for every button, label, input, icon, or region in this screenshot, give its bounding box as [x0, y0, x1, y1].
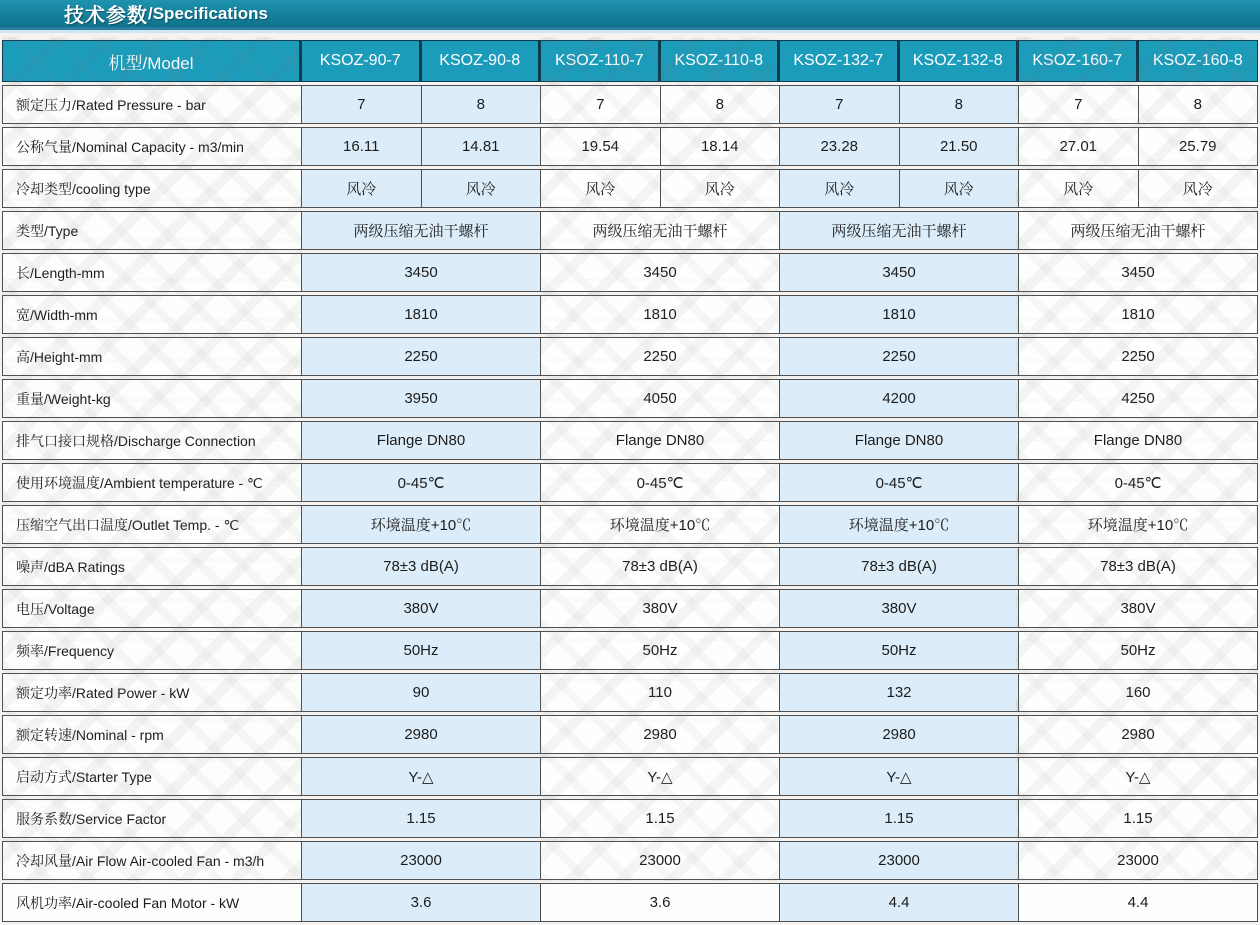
row-label: 电压/Voltage — [2, 589, 302, 628]
spec-value-cell: 8 — [1139, 85, 1259, 124]
spec-value-cell: 23.28 — [780, 127, 900, 166]
table-row — [2, 379, 1258, 418]
spec-value-cell: 380V — [1019, 589, 1258, 628]
table-row — [2, 421, 1258, 460]
spec-value-cell: 风冷 — [661, 169, 781, 208]
specs-table-body — [2, 85, 1258, 922]
spec-value-cell: 380V — [541, 589, 780, 628]
spec-value-cell: 78±3 dB(A) — [302, 547, 541, 586]
spec-value-cell: 0-45℃ — [541, 463, 780, 502]
spec-value-cell: 风冷 — [422, 169, 542, 208]
row-label: 排气口接口规格/Discharge Connection — [2, 421, 302, 460]
spec-value-cell: 2250 — [541, 337, 780, 376]
spec-value-cell: 90 — [302, 673, 541, 712]
row-label: 额定转速/Nominal - rpm — [2, 715, 302, 754]
page-title-bar — [0, 0, 1260, 30]
spec-value-cell: 132 — [780, 673, 1019, 712]
table-row — [2, 211, 1258, 250]
table-row — [2, 841, 1258, 880]
table-row — [2, 169, 1258, 208]
table-row — [2, 757, 1258, 796]
spec-value-cell: 1810 — [302, 295, 541, 334]
model-column-header: KSOZ-90-8 — [422, 40, 542, 82]
model-column-header: KSOZ-132-7 — [780, 40, 900, 82]
spec-value-cell: 78±3 dB(A) — [780, 547, 1019, 586]
spec-value-cell: 78±3 dB(A) — [1019, 547, 1258, 586]
spec-value-cell: 23000 — [302, 841, 541, 880]
spec-value-cell: 两级压缩无油干螺杆 — [1019, 211, 1258, 250]
model-column-header: KSOZ-132-8 — [900, 40, 1020, 82]
spec-value-cell: 4200 — [780, 379, 1019, 418]
spec-value-cell: 2980 — [780, 715, 1019, 754]
spec-value-cell: 3950 — [302, 379, 541, 418]
spec-value-cell: 14.81 — [422, 127, 542, 166]
spec-value-cell: 50Hz — [780, 631, 1019, 670]
table-row — [2, 631, 1258, 670]
row-label: 使用环境温度/Ambient temperature - ℃ — [2, 463, 302, 502]
model-header-row — [2, 40, 1258, 82]
spec-value-cell: 23000 — [1019, 841, 1258, 880]
spec-value-cell: 环境温度+10℃ — [541, 505, 780, 544]
spec-value-cell: 2980 — [302, 715, 541, 754]
spec-value-cell: 风冷 — [1139, 169, 1259, 208]
model-column-header: KSOZ-160-7 — [1019, 40, 1139, 82]
row-label: 启动方式/Starter Type — [2, 757, 302, 796]
row-label: 服务系数/Service Factor — [2, 799, 302, 838]
spec-value-cell: 4.4 — [1019, 883, 1258, 922]
spec-value-cell: 2980 — [1019, 715, 1258, 754]
table-row — [2, 883, 1258, 922]
spec-value-cell: 1810 — [780, 295, 1019, 334]
spec-value-cell: 8 — [422, 85, 542, 124]
spec-value-cell: 50Hz — [541, 631, 780, 670]
spec-value-cell: 1810 — [541, 295, 780, 334]
spec-value-cell: 78±3 dB(A) — [541, 547, 780, 586]
spec-value-cell: 1.15 — [541, 799, 780, 838]
spec-value-cell: 25.79 — [1139, 127, 1259, 166]
table-row — [2, 799, 1258, 838]
spec-value-cell: 风冷 — [1019, 169, 1139, 208]
table-row — [2, 673, 1258, 712]
spec-value-cell: Flange DN80 — [1019, 421, 1258, 460]
spec-value-cell: 两级压缩无油干螺杆 — [780, 211, 1019, 250]
spec-value-cell: 0-45℃ — [1019, 463, 1258, 502]
spec-value-cell: 7 — [780, 85, 900, 124]
row-label: 噪声/dBA Ratings — [2, 547, 302, 586]
table-row — [2, 463, 1258, 502]
spec-value-cell: 2980 — [541, 715, 780, 754]
table-row — [2, 127, 1258, 166]
spec-value-cell: 1.15 — [1019, 799, 1258, 838]
spec-value-cell: 160 — [1019, 673, 1258, 712]
spec-value-cell: 3450 — [1019, 253, 1258, 292]
spec-value-cell: 50Hz — [1019, 631, 1258, 670]
spec-value-cell: 16.11 — [302, 127, 422, 166]
spec-value-cell: 3.6 — [541, 883, 780, 922]
spec-value-cell: Flange DN80 — [302, 421, 541, 460]
spec-value-cell: 4050 — [541, 379, 780, 418]
spec-value-cell: Y-△ — [302, 757, 541, 796]
model-column-header: KSOZ-90-7 — [302, 40, 422, 82]
spec-value-cell: 4.4 — [780, 883, 1019, 922]
spec-value-cell: 3.6 — [302, 883, 541, 922]
spec-value-cell: 2250 — [780, 337, 1019, 376]
model-column-header: KSOZ-160-8 — [1139, 40, 1259, 82]
spec-value-cell: 110 — [541, 673, 780, 712]
spec-value-cell: 2250 — [1019, 337, 1258, 376]
row-label: 重量/Weight-kg — [2, 379, 302, 418]
spec-value-cell: 环境温度+10℃ — [302, 505, 541, 544]
spec-value-cell: 风冷 — [302, 169, 422, 208]
table-row — [2, 589, 1258, 628]
spec-value-cell: 8 — [661, 85, 781, 124]
spec-value-cell: 21.50 — [900, 127, 1020, 166]
table-row — [2, 715, 1258, 754]
spec-value-cell: 4250 — [1019, 379, 1258, 418]
spec-value-cell: 风冷 — [900, 169, 1020, 208]
spec-value-cell: 环境温度+10℃ — [1019, 505, 1258, 544]
row-label: 频率/Frequency — [2, 631, 302, 670]
spec-value-cell: 1.15 — [780, 799, 1019, 838]
spec-value-cell: 3450 — [541, 253, 780, 292]
spec-value-cell: 380V — [302, 589, 541, 628]
spec-value-cell: 50Hz — [302, 631, 541, 670]
spec-value-cell: Y-△ — [1019, 757, 1258, 796]
row-label: 冷却风量/Air Flow Air-cooled Fan - m3/h — [2, 841, 302, 880]
spec-value-cell: Y-△ — [541, 757, 780, 796]
spec-value-cell: 27.01 — [1019, 127, 1139, 166]
spec-value-cell: 1810 — [1019, 295, 1258, 334]
row-label: 类型/Type — [2, 211, 302, 250]
spec-value-cell: 两级压缩无油干螺杆 — [541, 211, 780, 250]
row-label: 额定压力/Rated Pressure - bar — [2, 85, 302, 124]
spec-value-cell: 380V — [780, 589, 1019, 628]
row-label: 公称气量/Nominal Capacity - m3/min — [2, 127, 302, 166]
spec-value-cell: 19.54 — [541, 127, 661, 166]
table-row — [2, 85, 1258, 124]
row-label: 冷却类型/cooling type — [2, 169, 302, 208]
model-header-cell: 机型/Model — [2, 40, 302, 82]
spec-value-cell: 3450 — [780, 253, 1019, 292]
spec-value-cell: 18.14 — [661, 127, 781, 166]
spec-value-cell: Y-△ — [780, 757, 1019, 796]
spec-value-cell: 环境温度+10℃ — [780, 505, 1019, 544]
table-row — [2, 337, 1258, 376]
model-column-header: KSOZ-110-7 — [541, 40, 661, 82]
spec-value-cell: 两级压缩无油干螺杆 — [302, 211, 541, 250]
table-row — [2, 505, 1258, 544]
table-row — [2, 253, 1258, 292]
table-row — [2, 547, 1258, 586]
spec-value-cell: 风冷 — [541, 169, 661, 208]
spec-value-cell: 0-45℃ — [780, 463, 1019, 502]
row-label: 宽/Width-mm — [2, 295, 302, 334]
row-label: 长/Length-mm — [2, 253, 302, 292]
spec-value-cell: 7 — [1019, 85, 1139, 124]
spec-value-cell: 23000 — [541, 841, 780, 880]
table-row — [2, 295, 1258, 334]
spec-value-cell: 0-45℃ — [302, 463, 541, 502]
row-label: 压缩空气出口温度/Outlet Temp. - ℃ — [2, 505, 302, 544]
page-title: 技术参数 — [64, 5, 148, 27]
specs-table — [2, 37, 1258, 925]
row-label: 额定功率/Rated Power - kW — [2, 673, 302, 712]
spec-value-cell: Flange DN80 — [780, 421, 1019, 460]
spec-value-cell: 23000 — [780, 841, 1019, 880]
spec-value-cell: 7 — [541, 85, 661, 124]
spec-value-cell: 风冷 — [780, 169, 900, 208]
row-label: 高/Height-mm — [2, 337, 302, 376]
spec-value-cell: Flange DN80 — [541, 421, 780, 460]
spec-value-cell: 8 — [900, 85, 1020, 124]
page-title-en: /Specifications — [148, 3, 268, 23]
row-label: 风机功率/Air-cooled Fan Motor - kW — [2, 883, 302, 922]
spec-value-cell: 1.15 — [302, 799, 541, 838]
model-column-header: KSOZ-110-8 — [661, 40, 781, 82]
spec-value-cell: 2250 — [302, 337, 541, 376]
spec-value-cell: 7 — [302, 85, 422, 124]
spec-value-cell: 3450 — [302, 253, 541, 292]
